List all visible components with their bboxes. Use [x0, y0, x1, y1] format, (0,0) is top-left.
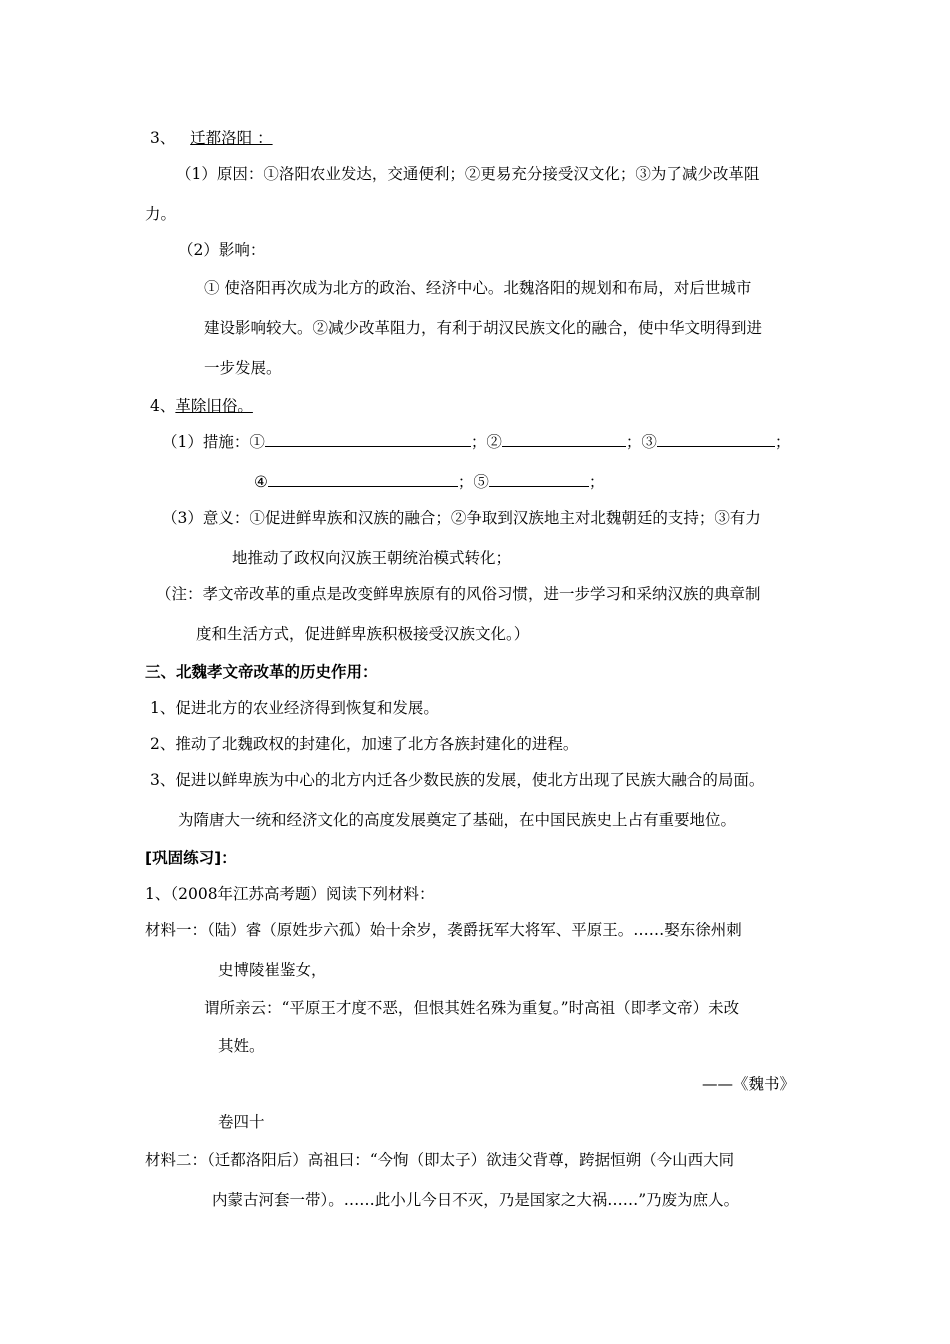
blank-5[interactable]	[489, 472, 589, 487]
item-4-number: 4、	[150, 397, 176, 415]
influence-label: （2）影响：	[178, 241, 266, 259]
reason-line-2: 力。	[145, 205, 177, 223]
influence-line-2: 建设影响较大。②减少改革阻力，有利于胡汉民族文化的融合，使中华文明得到进	[204, 319, 763, 337]
blank-4[interactable]	[268, 472, 458, 487]
significance-line-1: （3）意义：①促进鲜卑族和汉族的融合；②争取到汉族地主对北魏朝廷的支持；③有力	[162, 509, 761, 527]
measures-line-2	[254, 472, 604, 492]
item-3-number: 3、	[150, 129, 176, 147]
influence-line-3: 一步发展。	[204, 359, 282, 377]
material-1-line-2: 史博陵崔鉴女，	[218, 961, 327, 979]
material-2-line-1: 材料二：（迁都洛阳后）高祖曰：“今恂（即太子）欲违父背尊，跨据恒朔（今山西大同	[145, 1151, 735, 1169]
effect-item-2: 2、推动了北魏政权的封建化，加速了北方各族封建化的进程。	[150, 735, 579, 753]
measure-2-marker: ；②	[470, 433, 502, 451]
effect-item-3: 3、促进以鲜卑族为中心的北方内迁各少数民族的发展，使北方出现了民族大融合的局面。	[150, 771, 765, 789]
material-1-line-1: 材料一：（陆）睿（原姓步六孤）始十余岁，袭爵抚军大将军、平原王。……娶东徐州刺	[145, 921, 742, 939]
material-1-volume: 卷四十	[218, 1113, 265, 1131]
measures-line-1	[162, 432, 790, 452]
influence-line-1: ① 使洛阳再次成为北方的政治、经济中心。北魏洛阳的规划和布局，对后世城市	[204, 279, 752, 297]
material-2-line-2: 内蒙古河套一带）。……此小儿今日不灭，乃是国家之大祸……”乃废为庶人。	[212, 1191, 740, 1209]
measure-4-marker: ④	[254, 473, 268, 491]
effect-item-1: 1、促进北方的农业经济得到恢复和发展。	[150, 699, 439, 717]
note-line-1: （注：孝文帝改革的重点是改变鲜卑族原有的风俗习惯，进一步学习和采纳汉族的典章制	[156, 585, 761, 603]
measure-5-marker: ；⑤	[457, 473, 489, 491]
material-1-line-4: 其姓。	[218, 1037, 265, 1055]
measure-3-end: ；	[774, 433, 791, 451]
measure-5-end: ；	[588, 473, 605, 491]
item-3-title: 迁都洛阳 ：	[190, 129, 273, 147]
measures-label: （1）措施：①	[162, 433, 265, 451]
item-3-heading	[150, 128, 273, 148]
measure-3-marker: ；③	[625, 433, 657, 451]
material-1-source: ——《魏书》	[702, 1075, 796, 1093]
item-4-heading	[150, 396, 253, 416]
note-line-2: 度和生活方式，促进鲜卑族积极接受汉族文化。）	[196, 625, 530, 643]
practice-heading: [巩固练习]：	[145, 849, 237, 867]
section-3-heading: 三、北魏孝文帝改革的历史作用：	[145, 663, 378, 681]
blank-3[interactable]	[657, 432, 775, 447]
reason-line-1: （1）原因：①洛阳农业发达，交通便利；②更易充分接受汉文化；③为了减少改革阻	[176, 165, 760, 183]
material-1-line-3: 谓所亲云：“平原王才度不恶，但恨其姓名殊为重复。”时高祖（即孝文帝）未改	[204, 999, 740, 1017]
blank-1[interactable]	[265, 432, 471, 447]
item-4-title: 革除旧俗。	[175, 397, 253, 415]
significance-line-2: 地推动了政权向汉族王朝统治模式转化；	[232, 549, 512, 567]
effect-closing: 为隋唐大一统和经济文化的高度发展奠定了基础，在中国民族史上占有重要地位。	[178, 811, 737, 829]
blank-2[interactable]	[502, 432, 626, 447]
question-1: 1、（2008年江苏高考题）阅读下列材料：	[145, 885, 435, 903]
